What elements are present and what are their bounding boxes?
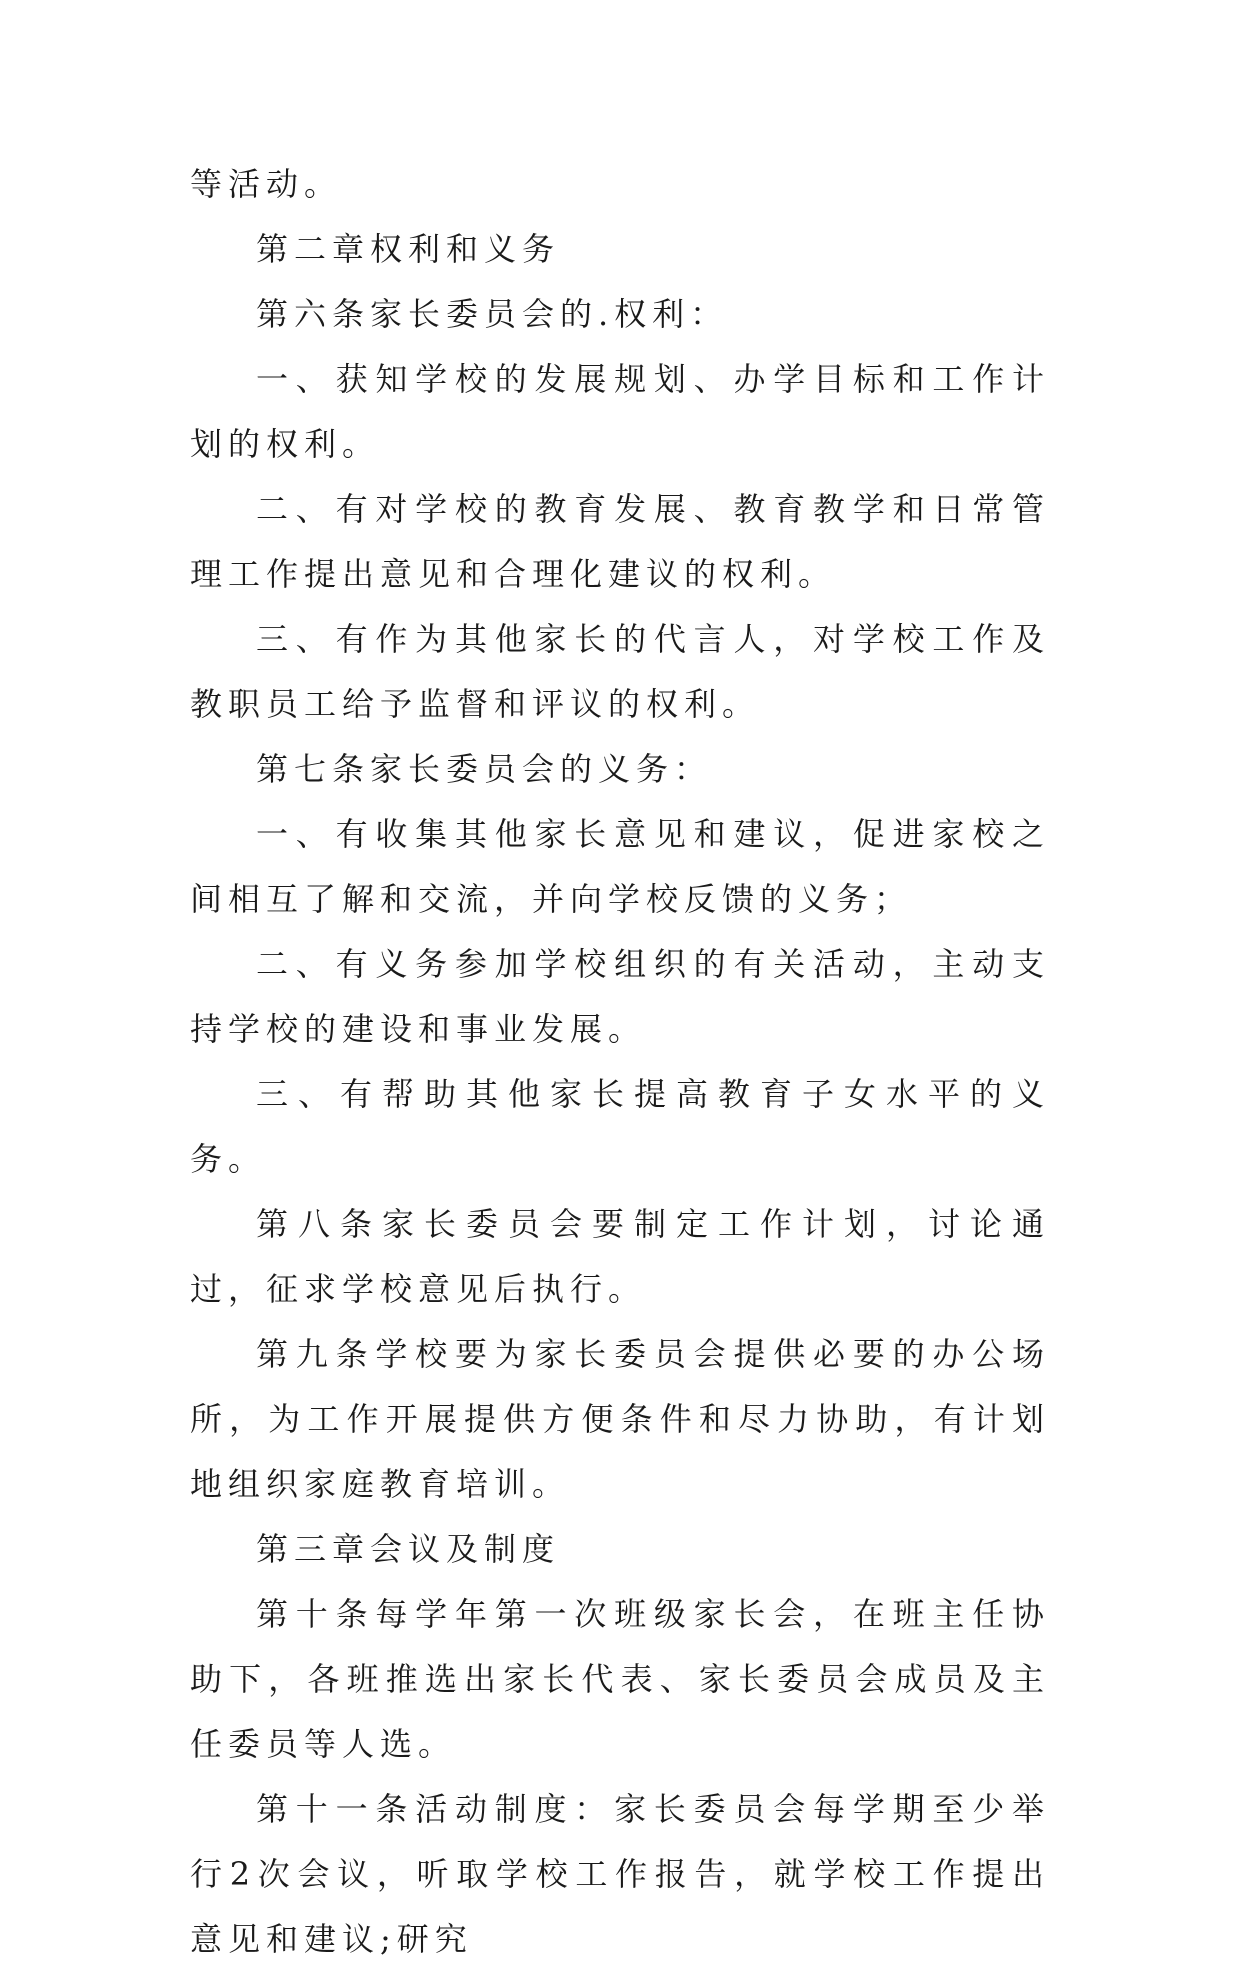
paragraph: 第九条学校要为家长委员会提供必要的办公场所，为工作开展提供方便条件和尽力协助，有计划地组织家庭教育培训。 xyxy=(190,1335,1050,1503)
paragraph: 第十条每学年第一次班级家长会，在班主任协助下，各班推选出家长代表、家长委员会成员及主任委员等人选。 xyxy=(190,1595,1050,1763)
list-item: 一、有收集其他家长意见和建议，促进家校之间相互了解和交流，并向学校反馈的义务； xyxy=(190,815,1050,918)
article-heading: 第七条家长委员会的义务： xyxy=(256,750,713,788)
paragraph: 第十一条活动制度：家长委员会每学期至少举行2次会议，听取学校工作报告，就学校工作提出意见和建议;研究 xyxy=(190,1790,1050,1958)
article-heading: 第六条家长委员会的.权利： xyxy=(256,295,729,333)
list-item: 三、有帮助其他家长提高教育子女水平的义务。 xyxy=(190,1075,1050,1178)
chapter-heading: 第三章会议及制度 xyxy=(256,1530,561,1568)
list-item: 三、有作为其他家长的代言人，对学校工作及教职员工给予监督和评议的权利。 xyxy=(190,620,1050,723)
list-item: 二、有对学校的教育发展、教育教学和日常管理工作提出意见和合理化建议的权利。 xyxy=(190,490,1050,593)
list-item: 二、有义务参加学校组织的有关活动，主动支持学校的建设和事业发展。 xyxy=(190,945,1050,1048)
document-body xyxy=(190,152,1050,1972)
paragraph: 第八条家长委员会要制定工作计划，讨论通过，征求学校意见后执行。 xyxy=(190,1205,1050,1308)
paragraph: 等活动。 xyxy=(190,165,343,203)
list-item: 一、获知学校的发展规划、办学目标和工作计划的权利。 xyxy=(190,360,1050,463)
chapter-heading: 第二章权利和义务 xyxy=(256,230,561,268)
